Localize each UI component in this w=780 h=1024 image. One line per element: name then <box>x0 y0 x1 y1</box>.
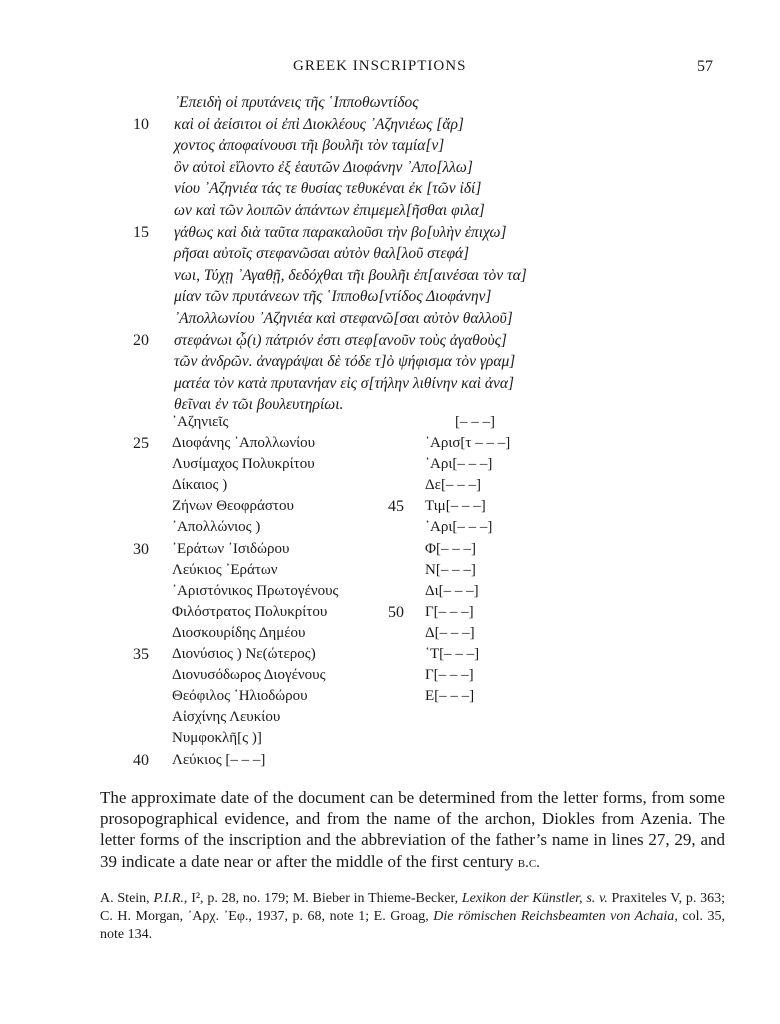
person-name: Ζήνων Θεοφράστου <box>172 498 294 515</box>
note-part: , col. 35, note 134. <box>100 909 725 942</box>
line-text: ᾽Επειδὴ οἱ πρυτάνεις τῆς ῾Ιπποθωντίδος <box>174 94 419 111</box>
line-number: 25 <box>133 435 149 453</box>
name-row <box>0 517 780 538</box>
person-name: Διοσκουρίδης Δημέου <box>172 624 306 641</box>
line-text: χοντος ἀποφαίνουσι τῆι βουλῆι τὸν ταμία[ν] <box>174 137 445 155</box>
decree-line <box>0 178 780 200</box>
decree-line <box>0 92 780 114</box>
name-row <box>0 433 780 454</box>
line-number: 20 <box>133 331 149 349</box>
decree-line <box>0 286 780 308</box>
note-italic: Die römischen Reichsbeamten von Achaia <box>433 909 675 924</box>
line-text: ματέα τὸν κατὰ πρυτανήαν εἰς σ[τήλην λιθίνην καὶ ἀνα] <box>174 374 515 392</box>
person-name: ᾽Απολλώνιος ) <box>172 519 261 536</box>
person-name-right: Δ[– – –] <box>425 624 475 641</box>
person-name-right: Γ[– – –] <box>425 667 474 684</box>
person-name: Λυσίμαχος Πολυκρίτου <box>172 456 315 473</box>
line-text: ᾽Απολλωνίου ᾽Αζηνιέα καὶ στεφανῶ[σαι αὐτὸν θαλλοῦ] <box>174 309 513 327</box>
decree-line <box>0 222 780 244</box>
person-name: Νυμφοκλῆ[ς )] <box>172 730 262 747</box>
name-row <box>0 623 780 644</box>
decree-line <box>0 351 780 373</box>
name-row <box>0 581 780 602</box>
person-name: Λεύκιος ᾽Εράτων <box>172 561 278 578</box>
line-text: τῶν ἀνδρῶν. ἀναγράψαι δὲ τόδε τ]ὸ ψήφισμα τὸν γραμ] <box>174 353 516 371</box>
bibliography-note <box>100 890 725 944</box>
name-row <box>0 454 780 475</box>
note-italic: P.I.R. <box>153 891 184 906</box>
name-row <box>0 665 780 686</box>
name-row <box>0 750 780 771</box>
note-part: A. Stein, <box>100 891 154 906</box>
note-italic: Lexikon der Künstler, s. v. <box>461 891 608 906</box>
line-text: ρῆσαι αὐτοῖς στεφανῶσαι αὐτὸν θαλ[λοῦ στεφά] <box>174 245 470 263</box>
note-part: Praxiteles V, p. 363; C. H. Morgan, ᾽Αρχ. ᾽Εφ., 1937, p. 68, note 1; E. Groag, <box>100 891 726 924</box>
name-row <box>0 496 780 517</box>
line-text: καὶ οἱ ἀείσιτοι οἱ ἐπὶ Διοκλέους ᾽Αζηνιέως [ἄρ] <box>174 115 464 133</box>
line-text: ὃν αὐτοὶ εἵλοντο ἐξ ἑαυτῶν Διοφάνην ᾽Απο[λλω] <box>174 158 473 176</box>
person-name: Διονυσόδωρος Διογένους <box>172 667 326 684</box>
person-name: ᾽Αριστόνικος Πρωτογένους <box>172 582 339 599</box>
decree-line <box>0 243 780 265</box>
line-number: 30 <box>133 540 149 558</box>
line-text: στεφάνωι ᾧ(ι) πάτριόν ἐστι στεφ[ανοῦν τοὺς ἀγαθοὺς] <box>174 331 507 349</box>
decree-line <box>0 135 780 157</box>
person-name: ᾽Εράτων ᾽Ισιδώρου <box>172 540 290 557</box>
person-name-right: ᾽Αρι[– – –] <box>425 456 493 473</box>
person-name-right: ᾽Αρισ[τ – – –] <box>425 435 511 452</box>
person-name-right: Τιμ[– – –] <box>425 498 486 515</box>
line-text: ων καὶ τῶν λοιπῶν ἁπάντων ἐπιμεμελ[ῆσθαι φιλα] <box>174 201 485 219</box>
person-name: Θεόφιλος ῾Ηλιοδώρου <box>172 688 308 705</box>
person-name-right: Δι[– – –] <box>425 582 479 599</box>
line-number-right: 50 <box>388 603 404 621</box>
name-row <box>0 475 780 496</box>
line-number-right: 45 <box>388 498 404 516</box>
person-name-right: ᾽Αρι[– – –] <box>425 519 493 536</box>
person-name-right: Ε[– – –] <box>425 688 475 705</box>
person-name: Λεύκιος [– – –] <box>172 751 266 768</box>
name-row <box>0 539 780 560</box>
line-text: νωι, Τύχῃ ᾽Αγαθῇ, δεδόχθαι τῆι βουλῆι ἐπ[αινέσαι τὸν τα] <box>174 266 527 284</box>
decree-line <box>0 330 780 352</box>
person-name: ᾽Αζηνιεῖς <box>172 414 229 430</box>
commentary-text: The approximate date of the document can be determined from the letter forms, from some prosopographical evidence, and from the name of the archon, Diokles from Azenia. The letter forms of the inscription and the abbreviation of the father’s name in lines 27, 29, and 39 indicate a date near or after the middle of the first century <box>100 788 725 871</box>
page-number: 57 <box>697 58 713 75</box>
line-text: νίου ᾽Αζηνιέα τάς τε θυσίας τεθυκέναι ἐκ [τῶν ἰδί] <box>174 180 482 198</box>
name-row <box>0 412 780 433</box>
person-name-right: Γ[– – –] <box>425 603 474 620</box>
person-name-right: [– – –] <box>455 414 495 430</box>
name-row <box>0 560 780 581</box>
era-abbreviation: b.c. <box>517 854 540 871</box>
person-name-right: Δε[– – –] <box>425 477 481 494</box>
name-row <box>0 707 780 728</box>
name-row <box>0 644 780 665</box>
name-row <box>0 728 780 749</box>
person-name: Διονύσιος ) Νε(ώτερος) <box>172 646 316 663</box>
line-text: γάθως καὶ διὰ ταῦτα παρακαλοῦσι τὴν βο[υλὴν ἐπιχω] <box>174 223 507 241</box>
line-number: 35 <box>133 646 149 664</box>
line-number: 15 <box>133 223 149 241</box>
decree-line <box>0 200 780 222</box>
decree-text <box>0 92 780 416</box>
name-row <box>0 602 780 623</box>
name-list <box>0 412 780 771</box>
running-header <box>0 58 780 80</box>
person-name: Αἰσχίνης Λευκίου <box>172 709 281 726</box>
person-name: Διοφάνης ᾽Απολλωνίου <box>172 435 316 452</box>
page-title: GREEK INSCRIPTIONS <box>293 58 467 74</box>
decree-line <box>0 265 780 287</box>
line-text: μίαν τῶν πρυτάνεων τῆς ῾Ιπποθω[ντίδος Διοφάνην] <box>174 288 492 306</box>
decree-line <box>0 157 780 179</box>
line-number: 10 <box>133 115 149 133</box>
person-name-right: Ν[– – –] <box>425 561 476 578</box>
decree-line <box>0 308 780 330</box>
line-number: 40 <box>133 751 149 769</box>
person-name: Φιλόστρατος Πολυκρίτου <box>172 603 328 620</box>
person-name-right: ῾Τ[– – –] <box>425 646 480 663</box>
name-row <box>0 686 780 707</box>
commentary-paragraph <box>100 787 725 874</box>
person-name: Δίκαιος ) <box>172 477 228 494</box>
person-name-right: Φ[– – –] <box>425 540 476 557</box>
line-text: θεῖναι ἐν τῶι βουλευτηρίωι. <box>174 396 344 414</box>
decree-line <box>0 373 780 395</box>
decree-line <box>0 114 780 136</box>
note-part: , I², p. 28, no. 179; M. Bieber in Thieme-Becker, <box>183 891 462 906</box>
